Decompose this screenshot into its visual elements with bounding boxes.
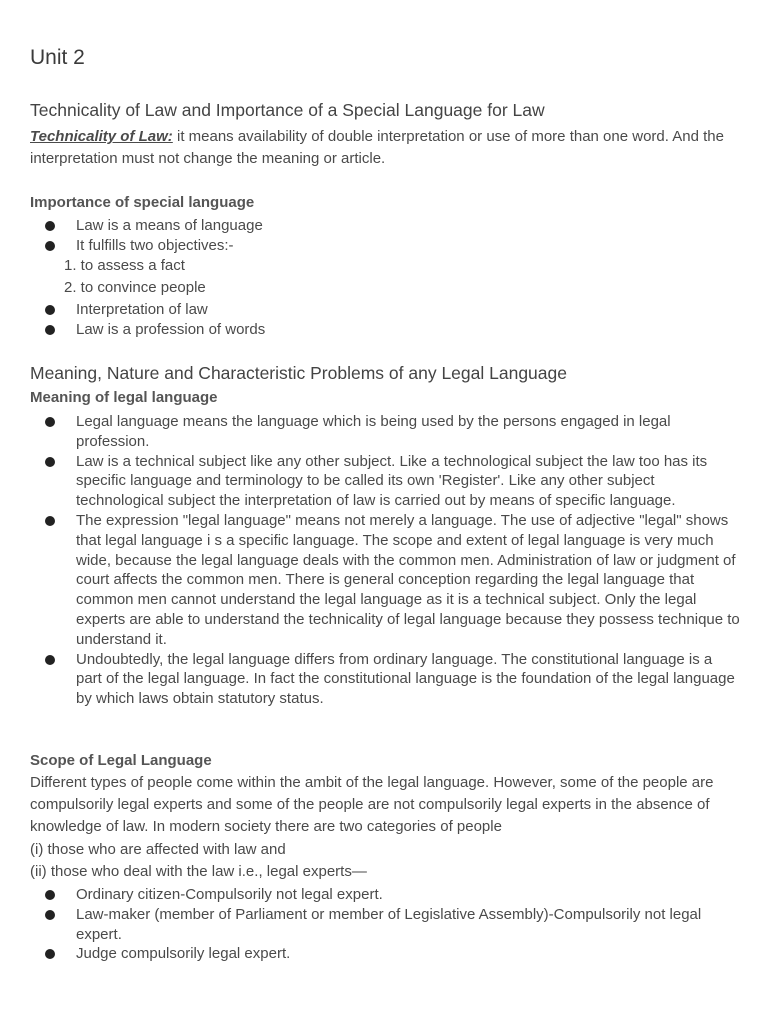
bullet-icon [45,910,55,920]
meaning-list [30,412,742,709]
technicality-definition [30,126,742,170]
bullet-icon [45,655,55,665]
section2-heading: Meaning, Nature and Characteristic Problems of any Legal Language [30,363,567,383]
importance-list-b [30,300,742,340]
bullet-icon [45,221,55,231]
scope-list [30,885,742,964]
list-item: Legal language means the language which is being used by the persons engaged in legal profession. [30,412,742,452]
category-line-i: (i) those who are affected with law and [30,841,286,858]
importance-heading: Importance of special language [30,194,255,211]
numbered-item-1: 1. to assess a fact [64,257,185,274]
bullet-icon [45,325,55,335]
bullet-icon [45,890,55,900]
bullet-icon [45,949,55,959]
list-item: Law-maker (member of Parliament or member of Legislative Assembly)-Compulsorily not legal expert. [30,905,742,945]
list-item: Interpretation of law [30,300,742,320]
list-item: Law is a profession of words [30,320,742,340]
list-item: Judge compulsorily legal expert. [30,944,742,964]
section1-heading: Technicality of Law and Importance of a Special Language for Law [30,100,545,120]
importance-list-a [30,216,742,256]
bullet-icon [45,516,55,526]
technicality-term: Technicality of Law: [30,128,173,145]
list-item: Ordinary citizen-Compulsorily not legal expert. [30,885,742,905]
meaning-heading: Meaning of legal language [30,389,218,406]
numbered-item-2: 2. to convince people [64,279,206,296]
list-item: Law is a means of language [30,216,742,236]
list-item: It fulfills two objectives:- [30,236,742,256]
list-item: Undoubtedly, the legal language differs from ordinary language. The constitutional language is a part of the legal language. In fact the constitutional language is the foundation of the legal language by which laws obtain statutory status. [30,650,742,709]
bullet-icon [45,457,55,467]
list-item: Law is a technical subject like any other subject. Like a technological subject the law too has its specific language and terminology to be called its own 'Register'. Like any other subject technological subject the interpretation of law is carried out by means of specific language. [30,452,742,511]
bullet-icon [45,305,55,315]
scope-paragraph: Different types of people come within the ambit of the legal language. However, some of the people are compulsorily legal experts and some of the people are not compulsorily legal experts in the absence of knowledge of law. In modern society there are two categories of people [30,774,714,835]
bullet-icon [45,417,55,427]
list-item: The expression "legal language" means not merely a language. The use of adjective "legal" shows that legal language i s a specific language. The scope and extent of legal language is very much wide, because the legal language deals with the common men. Administration of law or judgment of court affects the common men. There is general conception regarding the legal language that common men cannot understand the legal language as it is a technical subject. Only the legal experts are able to understand the technicality of legal language because they possess technique to understand it. [30,511,742,650]
scope-heading: Scope of Legal Language [30,752,212,769]
unit-title: Unit 2 [30,46,85,69]
bullet-icon [45,241,55,251]
technicality-definition-text: it means availability of double interpretation or use of more than one word. And the interpretation must not change the meaning or article. [30,128,724,167]
category-line-ii: (ii) those who deal with the law i.e., legal experts— [30,863,367,880]
